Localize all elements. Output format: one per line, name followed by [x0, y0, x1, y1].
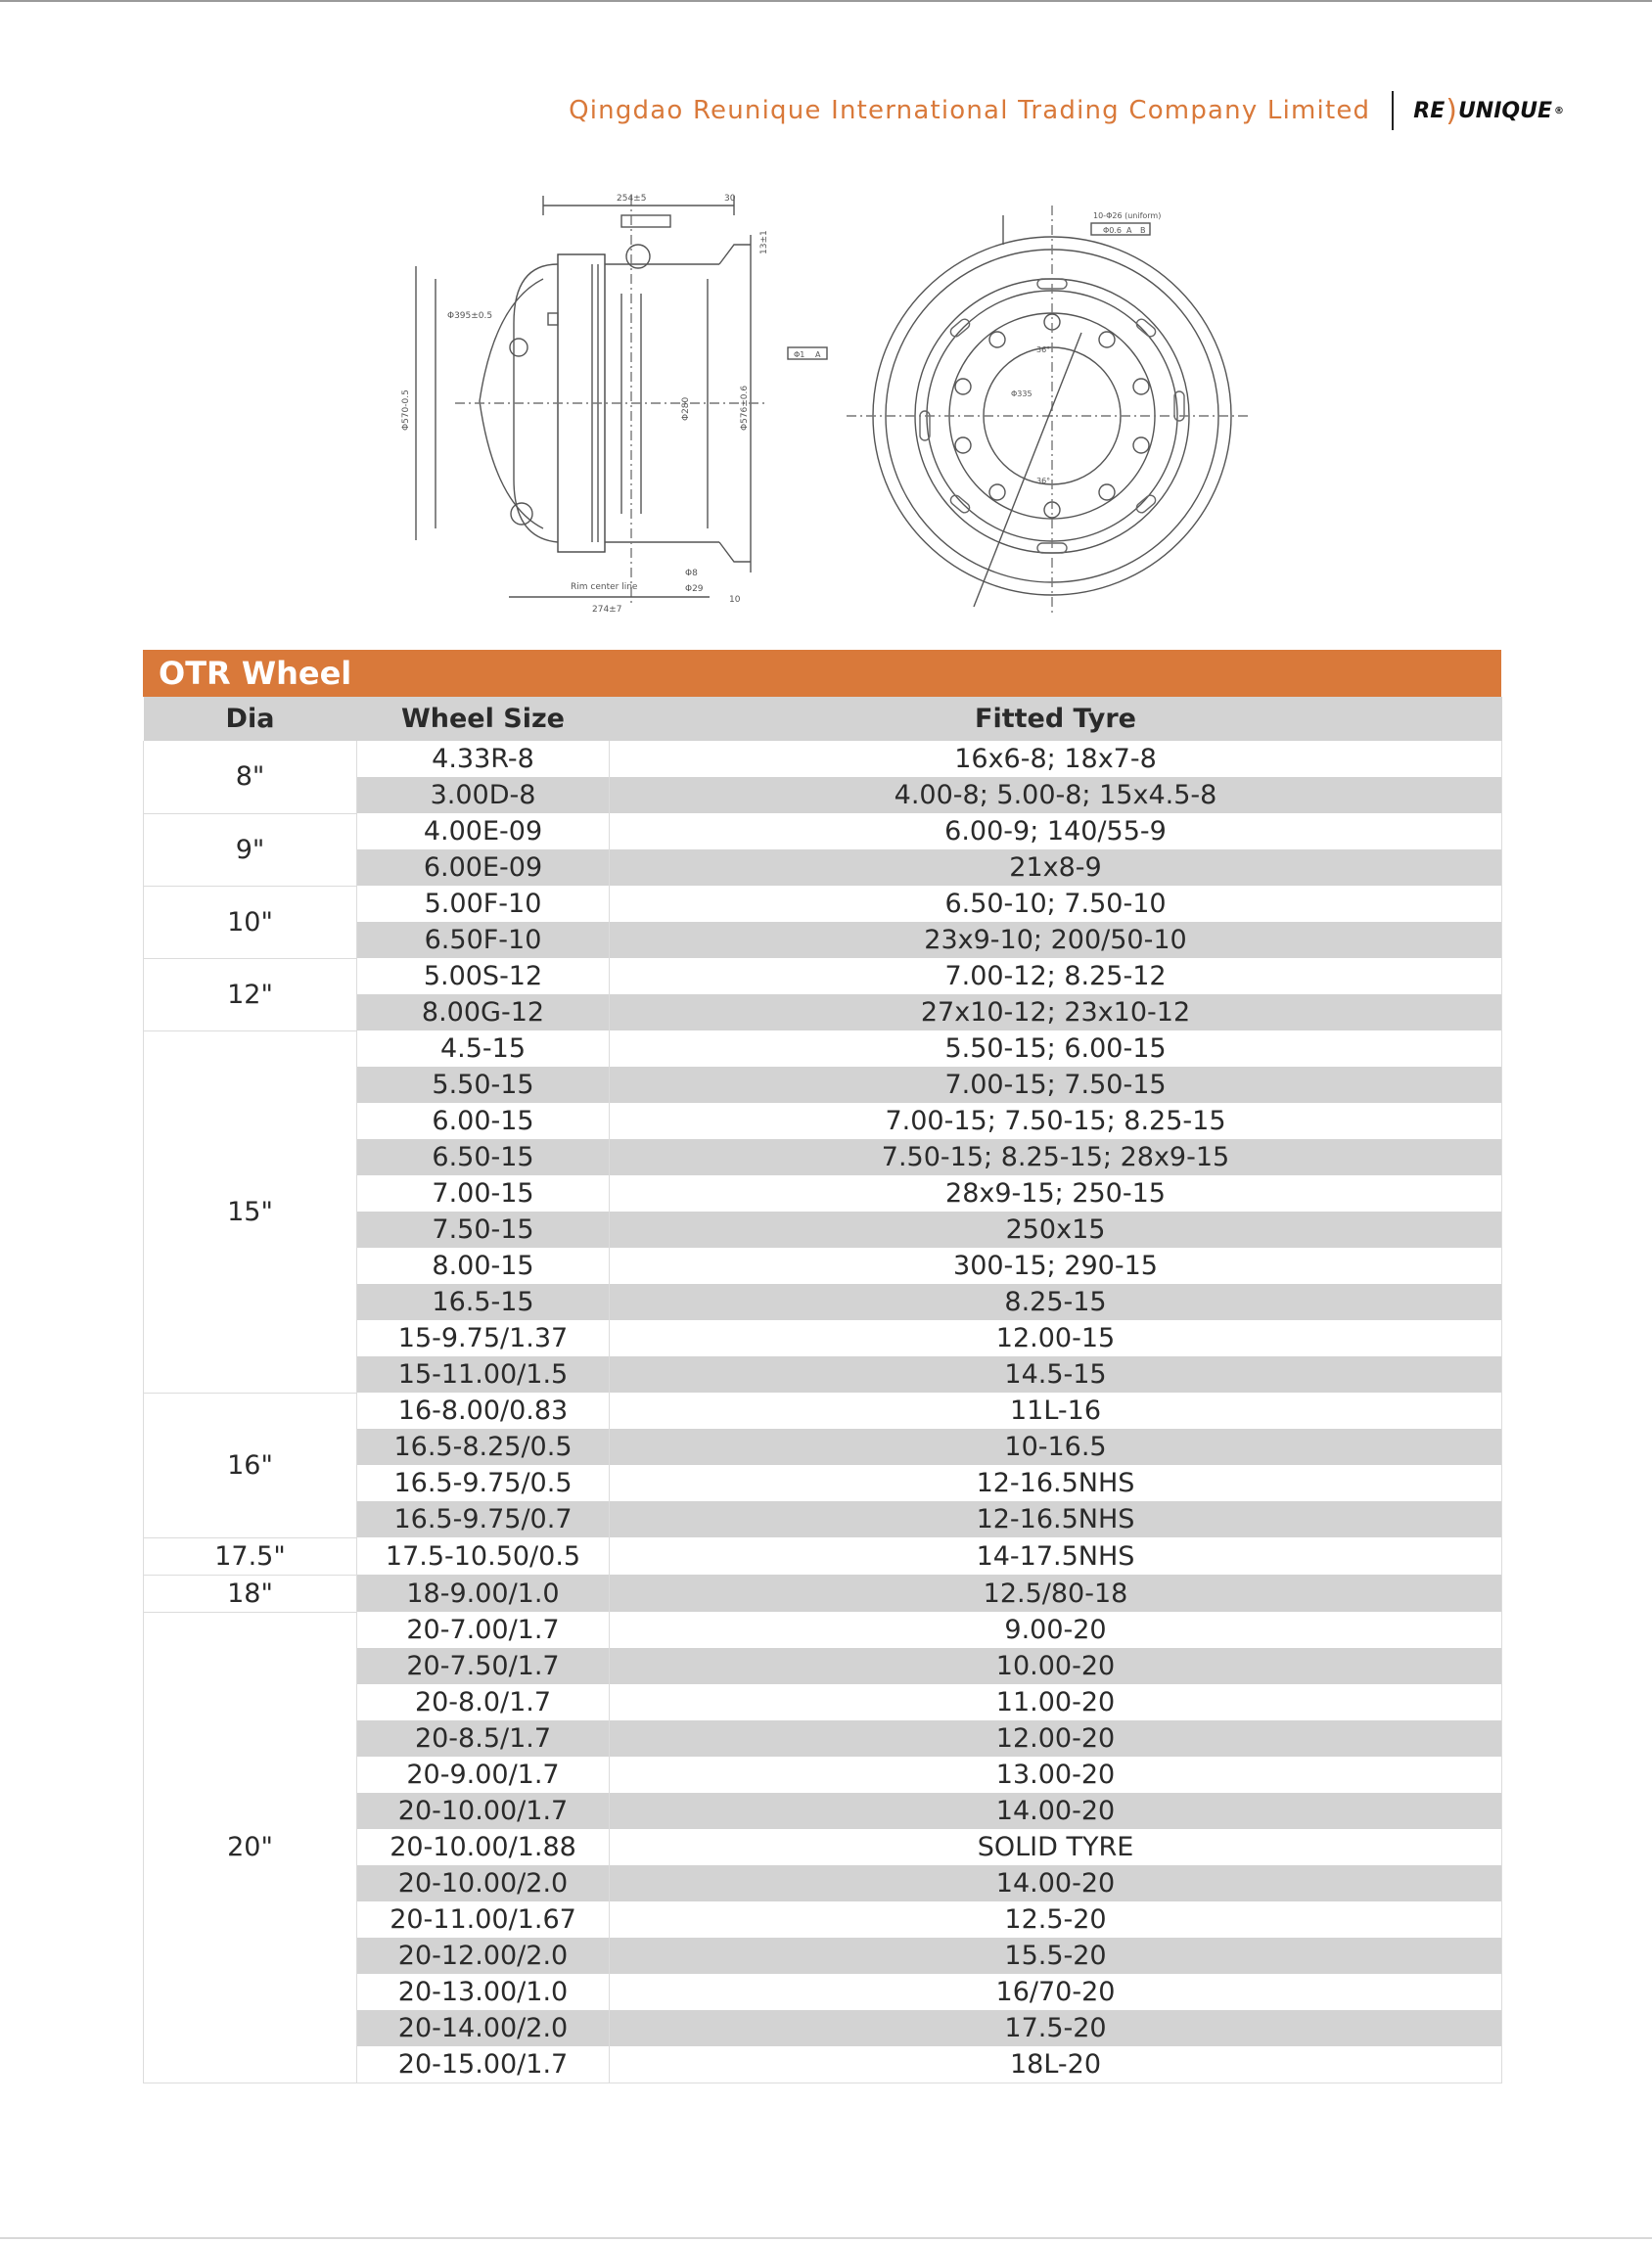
fitted-tyre-cell: 28x9-15; 250-15 — [610, 1175, 1502, 1212]
table-row — [144, 1393, 1502, 1429]
dim-right-top: 13±1 — [759, 230, 769, 254]
header-fitted-tyre: Fitted Tyre — [610, 697, 1502, 741]
pitch-circle-diameter: Φ335 — [1011, 389, 1032, 398]
dia-cell: 20" — [144, 1612, 357, 2083]
wheel-size-cell: 7.50-15 — [357, 1212, 610, 1248]
table-row — [144, 886, 1502, 922]
wheel-size-cell: 6.50-15 — [357, 1139, 610, 1175]
fitted-tyre-cell: 7.50-15; 8.25-15; 28x9-15 — [610, 1139, 1502, 1175]
wheel-size-cell: 5.00S-12 — [357, 958, 610, 994]
wheel-size-cell: 16.5-9.75/0.7 — [357, 1501, 610, 1537]
header-wheel-size: Wheel Size — [357, 697, 610, 741]
wheel-side-view — [401, 194, 769, 615]
wheel-size-cell: 4.33R-8 — [357, 741, 610, 777]
table-row — [144, 958, 1502, 994]
dia-cell: 9" — [144, 813, 357, 886]
angle-bottom: 36° — [1036, 477, 1051, 485]
brand-logo — [1413, 94, 1564, 128]
company-name: Qingdao Reunique International Trading Company Limited — [569, 96, 1371, 125]
wheel-size-cell: 6.00E-09 — [357, 849, 610, 886]
wheel-size-cell: 6.50F-10 — [357, 922, 610, 958]
bottom-rule — [0, 2237, 1652, 2239]
fitted-tyre-cell: 5.50-15; 6.00-15 — [610, 1030, 1502, 1067]
fitted-tyre-cell: 14.00-20 — [610, 1793, 1502, 1829]
fitted-tyre-cell: 8.25-15 — [610, 1284, 1502, 1320]
fitted-tyre-cell: 10.00-20 — [610, 1648, 1502, 1684]
wheel-size-cell: 20-12.00/2.0 — [357, 1938, 610, 1974]
tolerance-datum-a: A — [1126, 226, 1132, 235]
dia-cell: 18" — [144, 1575, 357, 1612]
fitted-tyre-cell: 16x6-8; 18x7-8 — [610, 741, 1502, 777]
dim-top-right: 30 — [724, 194, 736, 204]
fitted-tyre-cell: 12.00-15 — [610, 1320, 1502, 1356]
table-row — [144, 741, 1502, 777]
logo-swoosh-icon: ) — [1446, 93, 1457, 128]
fitted-tyre-cell: 15.5-20 — [610, 1938, 1502, 1974]
fitted-tyre-cell: 21x8-9 — [610, 849, 1502, 886]
fitted-tyre-cell: 27x10-12; 23x10-12 — [610, 994, 1502, 1030]
otr-wheel-table-section — [143, 650, 1501, 2083]
wheel-size-cell: 8.00G-12 — [357, 994, 610, 1030]
fitted-tyre-cell: 14-17.5NHS — [610, 1537, 1502, 1575]
dia-cell: 15" — [144, 1030, 357, 1393]
bolt-hole-spec: 10-Φ26 (uniform) — [1093, 211, 1162, 220]
fitted-tyre-cell: 7.00-15; 7.50-15 — [610, 1067, 1502, 1103]
tolerance-position: Φ0.6 — [1103, 226, 1123, 235]
wheel-size-cell: 3.00D-8 — [357, 777, 610, 813]
table-row — [144, 813, 1502, 849]
wheel-size-cell: 16.5-8.25/0.5 — [357, 1429, 610, 1465]
table-row — [144, 1030, 1502, 1067]
fitted-tyre-cell: 14.00-20 — [610, 1865, 1502, 1901]
dim-bottom-width: 274±7 — [592, 605, 622, 615]
wheel-size-cell: 20-8.5/1.7 — [357, 1720, 610, 1757]
table-row — [144, 1575, 1502, 1612]
datum-tolerance: Φ1 — [794, 350, 805, 359]
fitted-tyre-cell: 11L-16 — [610, 1393, 1502, 1429]
wheel-size-cell: 20-8.0/1.7 — [357, 1684, 610, 1720]
wheel-size-cell: 18-9.00/1.0 — [357, 1575, 610, 1612]
dia-cell: 17.5" — [144, 1537, 357, 1575]
wheel-size-cell: 4.5-15 — [357, 1030, 610, 1067]
dia-cell: 8" — [144, 741, 357, 813]
table-header-row — [144, 697, 1502, 741]
fitted-tyre-cell: 10-16.5 — [610, 1429, 1502, 1465]
fitted-tyre-cell: 12.5-20 — [610, 1901, 1502, 1938]
wheel-size-cell: 20-7.50/1.7 — [357, 1648, 610, 1684]
fitted-tyre-cell: SOLID TYRE — [610, 1829, 1502, 1865]
dim-small-b: Φ29 — [685, 584, 704, 594]
wheel-size-cell: 20-11.00/1.67 — [357, 1901, 610, 1938]
fitted-tyre-cell: 18L-20 — [610, 2046, 1502, 2083]
wheel-size-cell: 16.5-15 — [357, 1284, 610, 1320]
wheel-size-cell: 16-8.00/0.83 — [357, 1393, 610, 1429]
angle-top: 36° — [1036, 345, 1051, 354]
dim-bore: Φ280 — [681, 396, 691, 421]
wheel-size-cell: 20-10.00/2.0 — [357, 1865, 610, 1901]
fitted-tyre-cell: 12.00-20 — [610, 1720, 1502, 1757]
table-title: OTR Wheel — [143, 650, 1501, 697]
dim-small-a: Φ8 — [685, 569, 698, 578]
wheel-size-cell: 20-13.00/1.0 — [357, 1974, 610, 2010]
wheel-size-cell: 8.00-15 — [357, 1248, 610, 1284]
wheel-size-cell: 5.50-15 — [357, 1067, 610, 1103]
fitted-tyre-cell: 6.00-9; 140/55-9 — [610, 813, 1502, 849]
fitted-tyre-cell: 250x15 — [610, 1212, 1502, 1248]
dim-left-diameter: Φ570-0.5 — [401, 389, 411, 431]
header-divider — [1392, 91, 1394, 130]
tolerance-datum-b: B — [1140, 226, 1146, 235]
fitted-tyre-cell: 12-16.5NHS — [610, 1465, 1502, 1501]
table-row — [144, 1612, 1502, 1648]
page-header — [569, 86, 1564, 135]
wheel-size-cell: 6.00-15 — [357, 1103, 610, 1139]
wheel-technical-drawing — [396, 186, 1248, 626]
fitted-tyre-cell: 7.00-12; 8.25-12 — [610, 958, 1502, 994]
wheel-size-cell: 20-14.00/2.0 — [357, 2010, 610, 2046]
wheel-size-cell: 15-9.75/1.37 — [357, 1320, 610, 1356]
dim-flatness: Φ395±0.5 — [447, 311, 493, 321]
fitted-tyre-cell: 300-15; 290-15 — [610, 1248, 1502, 1284]
wheel-size-cell: 17.5-10.50/0.5 — [357, 1537, 610, 1575]
wheel-size-cell: 20-10.00/1.88 — [357, 1829, 610, 1865]
dia-cell: 12" — [144, 958, 357, 1030]
wheel-front-view — [548, 206, 1248, 617]
logo-prefix: RE — [1413, 98, 1446, 123]
fitted-tyre-cell: 9.00-20 — [610, 1612, 1502, 1648]
fitted-tyre-cell: 7.00-15; 7.50-15; 8.25-15 — [610, 1103, 1502, 1139]
logo-registered-mark: ® — [1554, 105, 1564, 116]
dim-small-c: 10 — [729, 595, 741, 605]
fitted-tyre-cell: 12.5/80-18 — [610, 1575, 1502, 1612]
dia-cell: 10" — [144, 886, 357, 958]
header-dia: Dia — [144, 697, 357, 741]
table-row — [144, 1537, 1502, 1575]
rim-center-line-label: Rim center line — [571, 582, 638, 592]
fitted-tyre-cell: 14.5-15 — [610, 1356, 1502, 1393]
top-rule — [0, 0, 1652, 2]
wheel-size-cell: 20-9.00/1.7 — [357, 1757, 610, 1793]
logo-suffix: UNIQUE — [1457, 98, 1552, 123]
fitted-tyre-cell: 17.5-20 — [610, 2010, 1502, 2046]
wheel-size-cell: 20-10.00/1.7 — [357, 1793, 610, 1829]
wheel-size-cell: 15-11.00/1.5 — [357, 1356, 610, 1393]
table-body — [144, 741, 1502, 2083]
wheel-size-cell: 5.00F-10 — [357, 886, 610, 922]
fitted-tyre-cell: 12-16.5NHS — [610, 1501, 1502, 1537]
otr-wheel-table — [143, 697, 1502, 2083]
fitted-tyre-cell: 11.00-20 — [610, 1684, 1502, 1720]
wheel-size-cell: 7.00-15 — [357, 1175, 610, 1212]
wheel-size-cell: 4.00E-09 — [357, 813, 610, 849]
fitted-tyre-cell: 16/70-20 — [610, 1974, 1502, 2010]
wheel-size-cell: 16.5-9.75/0.5 — [357, 1465, 610, 1501]
fitted-tyre-cell: 13.00-20 — [610, 1757, 1502, 1793]
wheel-size-cell: 20-15.00/1.7 — [357, 2046, 610, 2083]
dim-right-diameter: Φ576±0.6 — [740, 385, 750, 431]
dim-top-width: 254±5 — [617, 194, 647, 204]
dia-cell: 16" — [144, 1393, 357, 1537]
fitted-tyre-cell: 23x9-10; 200/50-10 — [610, 922, 1502, 958]
wheel-size-cell: 20-7.00/1.7 — [357, 1612, 610, 1648]
fitted-tyre-cell: 6.50-10; 7.50-10 — [610, 886, 1502, 922]
fitted-tyre-cell: 4.00-8; 5.00-8; 15x4.5-8 — [610, 777, 1502, 813]
datum-reference: A — [815, 350, 821, 359]
